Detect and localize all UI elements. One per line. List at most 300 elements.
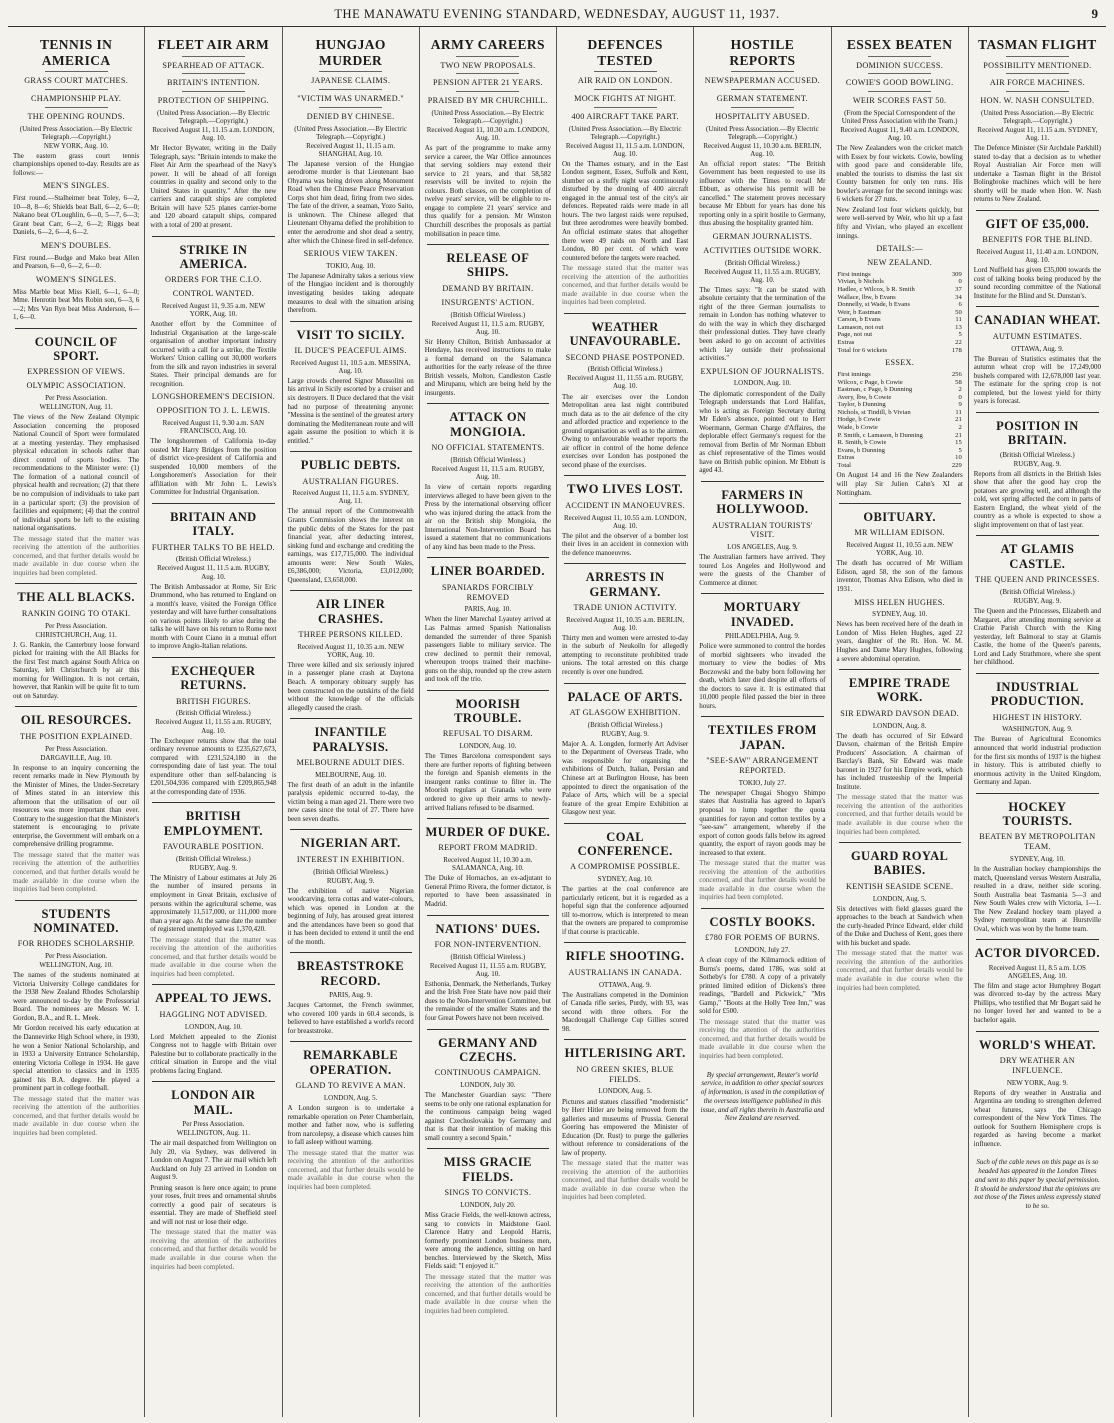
scorecard-row (837, 447, 963, 455)
article-body: Major A. A. Longden, formerly Art Adviser to the Department of Overseas Trade, who was responsible for organising the exhibitions of Dutch, Italian, Persian and Chinese art at Burlington House, has been appointed to direct the organisation of the Palace of Arts, which will be a special feature of the great Empire Exhibition at Glasgow next year. (562, 739, 689, 817)
times-notice: Such of the cable news on this page as is so headed has appeared in the London Times and sent to this paper by special permission. It should be understood that the opinions are not those of the Times unless expressly stated to be so. (974, 1158, 1101, 1211)
article-body: Mr Hector Bywater, writing in the Daily Telegraph, says: "Britain intends to make the Fleet Air Arm the spearhead of the Navy's power. It will be ahead of all foreign countries in quality and second only to the United States in quantity." After the new carriers and catapult ships are completed Britain will have 525 planes carrier-borne and 120 aboard catapult ships, compared with a total of 200 at present. (150, 144, 277, 230)
article-body: Miss Gracie Fields, the well-known actress, sang to convicts in Maidstone Gaol. Clarence Hatry and Leopold Harris, formerly prominent London business men, were among the audience, sitting on hard benches. Interviewed by the Sketch, Miss Fields said: "I enjoyed it." (424, 1211, 551, 1271)
batsman-runs: 9 (958, 401, 962, 409)
article-dateline: Received August 11, 11.5 a.m. SYDNEY, Aug. 11. (292, 489, 409, 506)
masthead (0, 0, 1114, 26)
batsman-name: R. Smith, b Cowie (837, 439, 887, 447)
article-headline: OIL RESOURCES. (20, 713, 132, 728)
article-body: The pilot and the observer of a bomber lost their lives in an accident in connexion with the defence manoeuvres. (562, 531, 689, 557)
article-subheading: FAVOURABLE POSITION. (162, 842, 264, 852)
article-dateline: Received August 11, 10.55 a.m. LONDON, Aug. 10. (564, 513, 687, 530)
article-subheading: THE QUEEN AND PRINCESSES. (975, 575, 1100, 585)
article-subheading: SINGS TO CONVICTS. (444, 1188, 532, 1198)
article-dateline: SYDNEY, Aug. 10. (1009, 855, 1065, 864)
article-subheading: TWO NEW PROPOSALS. (440, 60, 536, 70)
article-body: Police were summoned to control the hordes of morbid sightseers who invaded the mortuary to view the bodies of Mrs Boczowski and the baby born following her death, which later died despite all efforts of the doctors to save it. It is estimated that 10,000 people filed passed the bier in three hours. (699, 642, 826, 710)
article-dateline: LONDON, Aug. 5. (872, 894, 927, 903)
article-dateline: Received August 11, 10.5 a.m. MESSINA, Aug. 10. (290, 358, 411, 375)
article-body: Lord Melchett appealed to the Zionist Congress not to haggle with Britain over Palestine but to collaborate practically in the critical situation in Europe and the vital problems facing England. (150, 1032, 277, 1075)
article-subheading: FOR NON-INTERVENTION. (434, 939, 542, 949)
scorecard-row (837, 294, 963, 302)
article-headline: NIGERIAN ART. (300, 836, 401, 851)
article-body: Jacques Cartonnet, the French swimmer, who covered 100 yards in 60.4 seconds, is believed to have established a world's record for breaststroke. (287, 1001, 414, 1035)
scorecard-row (837, 324, 963, 332)
article-subheading: PROTECTION OF SHIPPING. (157, 96, 270, 106)
article-body: The views of the New Zealand Olympic Association concerning the proposed National Council of Sport were formulated at a meeting yesterday. They emphasised physical education in schools rather than direct control of sports bodies. The recommendations to the Minister were: (1) The formation of a national council of physical health and recreation; (2) that there be no compulsion of individuals to take part in a particular sport; (3) the provision of facilities and equipment; (4) that the control of individual sports be left to the existing national organisations. (13, 413, 140, 533)
article-credit: (British Official Wireless.) (587, 365, 663, 374)
article-subheading: SPEARHEAD OF ATTACK. (162, 60, 265, 70)
article-dateline: SYDNEY, Aug. 10. (872, 610, 928, 619)
article-headline: STRIKE IN AMERICA. (179, 242, 248, 271)
batsman-runs: 2 (958, 386, 962, 394)
article-dateline: Received August 11, 11.5 a.m. RUGBY, Aug. 10. (157, 564, 270, 581)
scorecard-row (837, 409, 963, 417)
article-body: The Defence Minister (Sir Archdale Parkhill) stated to-day that a decision as to whether Royal Australian Air Force men will undertake a Tasman flight in the Bristol Bolingbroke machines which will be here shortly will be made when Hon. W. Nash returns to New Zealand. (973, 144, 1101, 204)
article-headline: TENNIS IN AMERICA (40, 37, 113, 68)
article-subheading: BEATEN BY METROPOLITAN TEAM. (979, 832, 1096, 852)
article-headline: MISS GRACIE FIELDS. (443, 1155, 532, 1184)
article-headline: LONDON AIR MAIL. (171, 1088, 256, 1117)
article-subheading: WEIR SCORES FAST 50. (852, 96, 947, 106)
article-credit: (United Press Association.—By Electric Telegraph.—Copyright.) (156, 109, 270, 126)
article-subheading: REPORT FROM MADRID. (438, 843, 538, 853)
article-dateline: Received August 11, 11.55 a.m. RUGBY, Aug. 10. (567, 374, 684, 391)
article-body: The names of the students nominated at Victoria University College candidates for the 1938 New Zealand Rhodes Scholarship were announced to-day by the Professorial Board. The nominees are Messrs W. I. Gordon, B.A., and R. L. Meek. (13, 971, 140, 1022)
scorecard-essex (837, 371, 963, 470)
article-subheading: CONTINUOUS CAMPAIGN. (434, 1068, 541, 1078)
article-body: The Japanese Admiralty takes a serious view of the Hungjao incident and is thoroughly investigating besides taking adequate measures to deal with the situation arising therefrom. (287, 271, 414, 315)
batsman-runs: 21 (955, 431, 962, 439)
article-dateline: Received August 11, 9.35 a.m. NEW YORK, Aug. 10. (161, 301, 266, 319)
article-headline: ARRESTS IN GERMANY. (585, 570, 665, 599)
article-credit: (British Official Wireless.) (176, 854, 251, 863)
scorecard-nz (837, 271, 963, 354)
article-body: The air exercises over the London Metropolitan area last night contributed much data as to the air defence of the city and afforded practice and experience to the ground organisation as well as to the airmen. Owing to unfavourable weather reports the air officer in control of the home defence exercises over London has postponed the second phase of the exercises. (562, 392, 689, 469)
article-dateline: RUGBY, Aug. 9. (189, 863, 238, 872)
article-headline: FLEET AIR ARM (157, 37, 270, 52)
article-headline: RELEASE OF SHIPS. (446, 251, 530, 280)
article-dateline: Received August 11, 11.15 a.m. SYDNEY, Aug. 11. (977, 126, 1098, 143)
article-body: The Ministry of Labour estimates at July 26 the number of insured persons in employment in Great Britain, exclusive of persons within the agricultural scheme, was approximately 11,517,000, or 111,000 more than a year ago. At the same date the number of registered unemployed was 1,370,420. (150, 873, 277, 934)
article-subheading: "SEE-SAW" ARRANGEMENT REPORTED. (706, 756, 819, 776)
batsman-runs: 11 (955, 316, 962, 324)
article-subheading: MEN'S DOUBLES. (40, 240, 112, 250)
batsman-runs: 15 (955, 439, 962, 447)
article-dateline: WELLINGTON, Aug. 10. (39, 961, 113, 970)
article-dateline: OTTAWA, Aug. 9. (1011, 344, 1064, 353)
batsman-runs: 58 (955, 378, 962, 386)
article-headline: NATIONS' DUES. (435, 921, 541, 936)
article-headline: BRITAIN AND ITALY. (170, 509, 257, 539)
batsman-name: Wallace, lbw, b Evans (837, 293, 896, 301)
article-dateline: PHILADELPHIA, Aug. 9. (725, 632, 800, 641)
article-dateline: Received August 11, 11.55 a.m. RUGBY, Aug. 10. (429, 961, 546, 978)
batsman-name: Total (837, 461, 851, 469)
article-body: The parties at the coal conference are particularly reticent, but it is regarded as a hopeful sign that the conference adjourned till to-morrow, which is interpreted to mean that the owners are prepared to compromise if that course is practicable. (562, 885, 689, 936)
article-dateline: TOKIO, July 27. (738, 778, 787, 787)
article-body: The diplomatic correspondent of the Daily Telegraph understands that Lord Halifax, who is acting as Foreign Secretary during Mr Eden's absence, pointed out to Herr Woermann, German Charge d'Affaires, the deplorable effect Germany's request for the removal from Berlin of Mr Norman Ebbutt as chief representative of the Times would have on British public opinion. Mr Ebbutt is aged 43. (699, 389, 826, 475)
scorecard-row (837, 454, 963, 462)
article-subheading: AIR RAID ON LONDON. (577, 76, 673, 86)
article-dateline: LOS ANGELES, Aug. 9. (727, 543, 798, 552)
article-body: The Exchequer returns show that the total ordinary revenue amounts to £235,627,673, compared with £231,524,180 in the corresponding date of last year. The total expenditure other than self-balancing is £201,504,936 compared with £209,865,948 at the corresponding date of 1936. (150, 736, 277, 796)
column-8 (969, 27, 1106, 1417)
article-headline: ATTACK ON MONGIOIA. (449, 410, 527, 439)
article-headline: ESSEX BEATEN (846, 37, 953, 52)
article-credit: Per Press Association. (45, 744, 108, 753)
article-headline: POSITION IN BRITAIN. (996, 418, 1079, 448)
scorecard-row (837, 316, 963, 324)
article-headline: MOORISH TROUBLE. (454, 696, 522, 726)
scorecard-row (837, 339, 963, 347)
article-body: Large crowds cheered Signor Mussolini on his arrival in Sicily escorted by a cruiser and six destroyers. Il Duce declared that the visit had no purpose of threatening anyone: "Messina is the sentinel of the greatest artery dominating the Mediterranean route and will again assume the position to which it is entitled." (287, 376, 414, 445)
article-subheading: £780 FOR POEMS OF BURNS. (704, 933, 820, 943)
article-credit: (British Official Wireless.) (313, 867, 388, 876)
article-subheading: WOMEN'S SINGLES. (35, 274, 117, 284)
article-headline: COSTLY BOOKS. (709, 914, 816, 929)
article-headline: STUDENTS NOMINATED. (33, 906, 119, 935)
article-body: A London surgeon is to undertake a remarkable operation on Peter Chamberlain, mother and father now, who is suffering from narcolepsy, a disease which causes him to fall asleep without warning. (287, 1104, 414, 1147)
scorecard-row (837, 271, 963, 279)
article-headline: PUBLIC DEBTS. (300, 458, 401, 473)
article-subheading: RANKIN GOING TO OTAKI. (21, 608, 131, 618)
article-body: The Queen and the Princesses, Elizabeth and Margaret, after attending morning service at Crathie Parish Church with the King yesterday, left Balmoral to stay at Glamis Castle, the home of the Queen's parents, Lord and Lady Strathmore, where she spent her childhood. (973, 607, 1101, 667)
article-subheading: EXPRESSION OF VIEWS. (27, 367, 126, 377)
article-body: The message stated that the matter was receiving the attention of the authorities concerned, and that further details would be made available in due course when the inquiries had been completed. (699, 1017, 826, 1060)
article-dateline: LONDON, Aug. 5. (598, 1087, 652, 1096)
batsman-name: Donnelly, st Wade, b Evans (837, 301, 911, 309)
article-body: J. G. Rankin, the Canterbury loose forward picked for training with the All Blacks for the first Test match against South Africa on Saturday, left Christchurch by air this morning for Wellington. It is not certain, however, that Rankin will be quite fit to turn out on Saturday. (13, 640, 140, 700)
batsman-runs: 10 (955, 454, 962, 462)
article-headline: THE ALL BLACKS. (17, 590, 135, 605)
article-dateline: Received August 11, 9.30 a.m. SAN FRANCISCO, Aug. 10. (162, 419, 265, 436)
scorecard-row (837, 432, 963, 440)
batsman-name: Carson, b Evans (837, 316, 881, 324)
article-subheading: NO OFFICIAL STATEMENTS. (431, 443, 545, 453)
article-dateline: DARGAVILLE, Aug. 10. (40, 753, 112, 762)
batsman-runs: 178 (951, 346, 962, 354)
batsman-runs: 34 (955, 293, 962, 301)
article-dateline: Received August 11, 10.35 a.m. NEW YORK, Aug. 10. (297, 642, 405, 659)
article-body: News has been received here of the death in London of Miss Helen Hughes, aged 22 years, daughter of the Rt. Hon. W. M. Hughes and Dame Mary Hughes, following a severe abdominal operation. (836, 620, 963, 663)
article-subheading: OLYMPIC ASSOCIATION. (26, 381, 126, 391)
newspaper-page (8, 26, 1106, 1416)
article-body: The message stated that the matter was receiving the attention of the authorities concerned, and that further details would be made available in due course when the inquiries had been completed. (13, 1094, 140, 1137)
batsman-runs: 229 (951, 461, 962, 469)
article-dateline: Received August 11, 11.15 a.m. SHANGHAI, Aug. 10. (306, 141, 396, 158)
article-body: The message stated that the matter was receiving the attention of the authorities concerned, and that further details would be made available in due course when the inquiries had been completed. (699, 859, 826, 902)
article-credit: (British Official Wireless.) (1000, 450, 1075, 459)
scorecard-row (837, 301, 963, 309)
article-dateline: Received August 11, 11.15 a.m. LONDON, Aug. 10. (152, 126, 275, 143)
article-dateline: LONDON, July 20. (460, 1200, 516, 1209)
article-headline: LINER BOARDED. (430, 564, 545, 579)
article-credit: (British Official Wireless.) (1000, 588, 1075, 596)
article-subheading: FURTHER TALKS TO BE HELD. (151, 542, 275, 552)
article-body: The message stated that the matter was receiving the attention of the authorities concerned, and that further details would be made available in due course when the inquiries had been completed. (287, 1148, 414, 1191)
article-dateline: RUGBY, Aug. 9. (326, 876, 375, 885)
article-body: The message stated that the matter was receiving the attention of the authorities concerned, and that further details would be made available in due course when the inquiries had been completed. (13, 850, 140, 894)
batsman-runs: 37 (955, 285, 962, 293)
article-headline: AIR LINER CRASHES. (316, 597, 386, 626)
batsman-runs: 6 (958, 301, 962, 309)
article-credit: (United Press Association.—By Electric Telegraph.—Copyright.) (431, 109, 545, 126)
article-body: Reports from all districts in the British Isles show that after the good hay crop the potatoes are growing well, and although the cold, wet spring affected the corn in parts of Eastern England, the wheat yield of the country as a whole is expected to show a slight improvement on that of last year. (973, 469, 1101, 529)
article-headline: WORLD'S WHEAT. (979, 1037, 1096, 1052)
article-body: In view of certain reports regarding interviews alleged to have been given to the Press by the international observing officer who was injured during the attack from the air on the British ship Mongioia, the International Non-Intervention Board has issued a statement that no communications of any kind has been made to the Press. (424, 483, 551, 551)
article-dateline: LONDON, Aug. 5. (323, 1093, 378, 1102)
article-credit: (British Official Wireless.) (450, 952, 526, 961)
article-headline: GERMANY AND CZECHS. (438, 1035, 538, 1064)
article-dateline: LONDON, Aug. 10. (733, 379, 791, 388)
article-subheading: HIGHEST IN HISTORY. (992, 712, 1082, 722)
article-body: The British Ambassador at Rome, Sir Eric Drummond, who has returned to England on a month's leave, visited the Foreign Office yesterday and will have further consultations on various points likely to arise during the talks he will have on his return to Rome next month with Count Ciano in a mutual effort to improve Anglo-Italian relations. (150, 582, 277, 651)
batsman-name: Page, not out (837, 331, 873, 339)
article-subheading: DRY WEATHER AN INFLUENCE. (999, 1055, 1075, 1075)
article-headline: RIFLE SHOOTING. (565, 949, 685, 964)
article-body: Pictures and statues classified "modernistic" by Herr Hitler are being removed from the galleries and museums of Prussia. General Goering has empowered the Minister of Education (Dr. Rust) to purge the galleries without reference to considerations of the law of property. (562, 1097, 689, 1157)
article-subheading: ESSEX. (885, 358, 915, 368)
article-subheading: AUSTRALIAN TOURISTS' VISIT. (712, 520, 813, 540)
article-subheading: THE POSITION EXPLAINED. (20, 731, 133, 741)
article-subheading: GERMAN STATEMENT. (716, 93, 808, 103)
article-headline: BRITISH EMPLOYMENT. (163, 809, 263, 838)
batsman-runs: 0 (958, 278, 962, 286)
article-headline: TASMAN FLIGHT (978, 37, 1097, 52)
article-dateline: LONDON, Aug. 10. (459, 742, 517, 751)
article-body: An official report states: "The British Government has been requested to use its influence with the Times to recall Mr Ebbutt, as otherwise his permit will be cancelled." The statement proves necessary because Mr Ebbutt for years has done his reporting only in a spirit hostile to Germany, thus abusing the hospitality granted him. (699, 159, 826, 228)
article-credit: (British Official Wireless.) (450, 455, 526, 464)
batsman-name: Lamason, not out (837, 323, 884, 331)
article-dateline: Received August 11, 10.30 a.m. BERLIN, Aug. 10. (703, 141, 822, 158)
article-body: The Times Barcelona correspondent says there are further reports of fighting between the foreign and Spanish elements in the insurgent ranks continue to filter in. The Moorish regulars at Granada who were ordered to give up their arms to newly-arrived Italians refused to be disarmed. (424, 752, 551, 812)
article-subheading: JAPANESE CLAIMS. (311, 76, 391, 86)
article-subheading: HAGGLING NOT ADVISED. (159, 1009, 268, 1019)
article-dateline: MELBOURNE, Aug. 10. (315, 770, 387, 779)
article-subheading: INSURGENTS' ACTION. (441, 297, 535, 307)
article-body: The Bureau of Agricultural Economics announced that world industrial production for the first six months of 1937 is the highest in history. This is attributed chiefly to enormous activity in the United Kingdom, Germany and Japan. (973, 735, 1101, 787)
article-subheading: NEWSPAPERMAN ACCUSED. (704, 76, 820, 86)
article-headline: REMARKABLE OPERATION. (303, 1048, 399, 1077)
article-body: The Times says: "It can be stated with absolute certainty that the termination of the right of the three German journalists to remain in London has nothing whatever to do with the way in which they discharged their professional duties. They have clearly been asked to go on account of activities which lay outside their professional activities." (699, 285, 826, 363)
article-headline: COUNCIL OF SPORT. (34, 334, 118, 364)
column-7 (832, 27, 969, 1417)
batsman-runs: 21 (955, 416, 962, 424)
scorecard-row (837, 416, 963, 424)
article-body: The film and stage actor Humphrey Bogart was divorced to-day by the actress Mary Phillips, who testified that Mr Bogart said he no longer loved her and wanted to be a bachelor again. (973, 981, 1101, 1024)
article-body: Lord Nuffield has given £35,000 towards the cost of talking books being produced by the sound recording committee of the National Institute for the Blind and St. Dunstan's. (973, 266, 1101, 300)
article-subheading: KENTISH SEASIDE SCENE. (845, 881, 954, 891)
article-subheading: CHAMPIONSHIP PLAY. (31, 93, 122, 103)
article-credit: (United Press Association.—By Electric Telegraph.—Copyright.) (294, 124, 407, 141)
page-number: 9 (1091, 6, 1098, 21)
article-dateline: RUGBY, Aug. 9. (1013, 597, 1062, 606)
batsman-name: P. Smith, c Lamason, b Dunning (837, 431, 923, 439)
article-subheading: ORDERS FOR THE C.I.O. (165, 275, 262, 285)
article-dateline: Received August 11, 8.5 a.m. LOS ANGELES, Aug. 10. (988, 963, 1086, 980)
article-headline: ACTOR DIVORCED. (974, 946, 1100, 961)
article-dateline: Received August 11, 11.5 a.m. LONDON, Aug. 10. (565, 141, 685, 158)
article-subheading: DENIED BY CHINESE. (306, 111, 395, 121)
article-subheading: AT GLASGOW EXHIBITION. (569, 707, 681, 717)
article-dateline: PARIS, Aug. 9. (329, 991, 373, 1000)
batsman-name: Total for 6 wickets (837, 346, 888, 354)
article-dateline: NEW YORK, Aug. 10. (43, 141, 109, 150)
scorecard-row (837, 286, 963, 294)
article-dateline: Received August 11, 11.55 a.m. RUGBY, Aug. 10. (704, 267, 821, 284)
article-body: In response to an inquiry concerning the recent remarks made in New Plymouth by the Minister of Mines, the Under-Secretary of Mines stated in an interview this afternoon that the utilisation of our oil resources was more important than ever. Contrary to the suggestion that the Minister's statement is encouraging to private enterprise, the Government will embark on a comprehensive drilling programme. (13, 763, 140, 849)
batsman-runs: 50 (955, 308, 962, 316)
batsman-runs: 13 (955, 323, 962, 331)
article-headline: MURDER OF DUKE. (425, 825, 551, 840)
article-body: The message stated that the matter was receiving the attention of the authorities concerned, and that further details would be made available in due course when the inquiries had been completed. (562, 1159, 689, 1202)
article-subheading: THREE PERSONS KILLED. (298, 630, 403, 640)
article-headline: INFANTILE PARALYSIS. (312, 725, 389, 754)
article-body: The Australian farmers have arrived. They toured Los Angeles and Hollywood and were the guests of the Chamber of Commerce at dinner. (699, 553, 826, 587)
article-dateline: SYDNEY, Aug. 10. (597, 875, 653, 884)
article-credit: (British Official Wireless.) (176, 709, 251, 718)
article-subheading: BENEFITS FOR THE BLIND. (982, 235, 1093, 245)
article-body: Sir Henry Chilton, British Ambassador at Hendaye, has received instructions to make a formal demand on the Salamanca authorities for the early release of the three British vessels, Molton, Candleston Castle and Mirupanu, which are being held by the insurgents. (424, 337, 551, 397)
batsman-name: Nichols, st Tindill, b Vivian (837, 408, 911, 416)
article-headline: HUNGJAO MURDER (315, 37, 386, 68)
article-body: The air mail despatched from Wellington on July 20, via Sydney, was delivered in London on August 7. The air mail which left Auckland on July 23 arrived in London on August 9. (150, 1139, 277, 1182)
article-dateline: Received August 11, 10.55 a.m. NEW YORK, Aug. 10. (846, 541, 954, 558)
article-subheading: A COMPROMISE POSSIBLE. (570, 862, 681, 872)
article-subheading: 400 AIRCRAFT TAKE PART. (571, 111, 679, 121)
article-body: The message stated that the matter was receiving the attention of the authorities concerned, and that further details would be made available in due course when the inquiries had been completed. (424, 1272, 551, 1315)
scorecard-row (837, 278, 963, 286)
article-subheading: AUTUMN ESTIMATES. (992, 331, 1082, 341)
article-dateline: Received August 11, 10.30 a.m. SALAMANCA, Aug. 10. (443, 856, 533, 873)
batsman-name: Extras (837, 454, 855, 462)
article-body: First round.—Budge and Mako beat Allen and Pearson, 6—0, 6—2, 6—0. (13, 253, 140, 271)
article-subheading: MISS HELEN HUGHES. (854, 597, 945, 607)
article-subheading: AUSTRALIAN FIGURES. (302, 476, 399, 486)
article-subheading: DOMINION SUCCESS. (856, 60, 944, 70)
article-body: The annual report of the Commonwealth Grants Commission shows the interest on the public debts of the States for the past financial year, after deducting interest, sinking fund and exchange and crediting the earnings, was £17,715,000. The individual amounts were: New South Wales, £6,386,000; Victoria, £3,012,000; Queensland, £3,658,000. (287, 507, 414, 584)
article-body: When the liner Marechal Lyautey arrived at Las Palmas armed Spanish Nationalists demanded the surrender of three Spanish passengers liable to military service. The crew declined to permit their removal, whereupon troops trained their machine-guns on the ship, rounded up the crew astern and took off the trio. (424, 615, 551, 684)
article-headline: ARMY CAREERS (430, 37, 545, 52)
column-6 (694, 27, 831, 1417)
article-dateline: WELLINGTON, Aug. 11. (176, 1129, 251, 1138)
article-subheading: ACCIDENT IN MANOEUVRES. (565, 500, 686, 510)
article-body: The message stated that the matter was receiving the attention of the authorities concerned, and that further details would be made available in due course when the inquiries had been completed. (836, 949, 963, 992)
article-headline: AT GLAMIS CASTLE. (1000, 542, 1075, 571)
batsman-name: Evans, b Dunning (837, 446, 885, 454)
batsman-runs: 2 (958, 424, 962, 432)
article-body: The death has occurred of Mr William Edison, aged 58, the son of the famous inventor, Thomas Alva Edison, who died in 1931. (836, 559, 963, 593)
article-body: Three were killed and six seriously injured in a passenger plane crash at Daytona Beach. A temporary obituary supply has been constructed on the outskirts of the field without the knowledge of the officials allegedly caused the crash. (287, 660, 414, 712)
article-dateline: LONDON, Aug. 8. (872, 721, 927, 730)
article-subheading: "VICTIM WAS UNARMED." (297, 93, 404, 103)
article-dateline: Received August 11, 10.30 a.m. LONDON, Aug. 10. (426, 126, 549, 143)
article-body: Six detectives with field glasses guard the approaches to the beach at Sandwich when the curly-headed Prince Edward, elder child of the Duke and Duchess of Kent, goes there with his bucket and spade. (836, 904, 963, 947)
article-subheading: GRASS COURT MATCHES. (24, 76, 129, 86)
article-subheading: CONTROL WANTED. (172, 289, 255, 299)
article-body: Esthonia, Denmark, the Netherlands, Turkey and the Irish Free State have now paid their dues to the Non-Intervention Committee, but the remainder of the smaller States and the four Great Powers have not been received. (424, 979, 551, 1022)
article-subheading: GLAND TO REVIVE A MAN. (295, 1081, 406, 1091)
article-subheading: DEMAND BY BRITAIN. (442, 283, 534, 293)
column-3 (283, 27, 420, 1417)
article-credit: (From the Special Correspondent of the United Press Association with the Team.) (841, 109, 958, 126)
article-dateline: Received August 11, 9.40 a.m. LONDON, Aug. 10. (840, 126, 959, 143)
article-body: The Manchester Guardian says: "There seems to be only one rational explanation for the continuous campaign being waged against Czechoslovakia by Germany and that is that their intention of making this small country a second Spain." (424, 1091, 551, 1142)
article-subheading: ACTIVITIES OUTSIDE WORK. (703, 245, 822, 255)
article-subheading: GERMAN JOURNALISTS. (712, 232, 813, 241)
article-body: The longshoremen of California to-day ousted Mr Harry Bridges from the position of district vice-president of California and suspended 10,000 members of the Longshoremen's Association for their affiliation with Mr John L. Lewis's Committee for Industrial Organisation. (150, 437, 277, 497)
article-dateline: OTTAWA, Aug. 9. (598, 980, 652, 989)
article-headline: MORTUARY INVADED. (723, 600, 802, 629)
article-body: A clean copy of the Kilmarnock edition of Burns's poems, dated 1786, was sold at Sotheby's for £780. A copy of a privately printed limited edition of Dickens's three readings, "Bardell and Pickwick," "Mrs Gamp," "Boots at the Holly Tree Inn," was sold for £500. (699, 956, 826, 1016)
article-subheading: COWIE'S GOOD BOWLING. (845, 78, 954, 88)
article-headline: COAL CONFERENCE. (577, 829, 673, 859)
article-headline: WEATHER UNFAVOURABLE. (569, 319, 681, 349)
article-body: The message stated that the matter was receiving the attention of the authorities concerned, and that further details would be made available in due course when the inquiries had been completed. (836, 793, 963, 836)
scorecard-row (837, 331, 963, 339)
article-subheading: OPPOSITION TO J. L. LEWIS. (156, 406, 271, 416)
article-credit: (British Official Wireless.) (587, 720, 663, 729)
article-headline: EMPIRE TRADE WORK. (848, 676, 951, 705)
article-credit: Per Press Association. (45, 621, 108, 630)
batsman-name: Wade, b Cowie (837, 424, 878, 432)
article-dateline: Received August 11, 11.55 a.m. RUGBY, Aug. 10. (155, 718, 272, 735)
article-dateline: RUGBY, Aug. 9. (601, 729, 649, 738)
article-body: The message stated that the matter was receiving the attention of the authorities concerned, and that further details would be made available in due course when the inquiries had been completed. (150, 935, 277, 978)
article-credit: Per Press Association. (45, 952, 108, 961)
article-headline: TWO LIVES LOST. (567, 482, 684, 497)
article-subheading: AUSTRALIANS IN CANADA. (568, 967, 682, 977)
article-dateline: TOKIO, Aug. 10. (326, 261, 376, 270)
article-body: The New Zealanders won the cricket match with Essex by four wickets. Cowie, bowling with good pace and considerable life, enabled the tourists to dismiss the last six County batsmen for only ten runs. His bowler's average for the second innings was: 6 wickets for 27 runs. (836, 144, 963, 204)
batsman-name: Avery, lbw, b Cowie (837, 393, 892, 401)
article-body: Miss Marble beat Miss Kiell, 6—1, 6—0; Mme. Henrotin beat Mrs Robin son, 6—3, 6—2; Mrs Van Ryn beat Miss Anderson, 6—1, 6—0. (13, 287, 140, 322)
batsman-name: First innings (837, 270, 871, 278)
column-1 (8, 27, 145, 1417)
article-subheading: BRITISH FIGURES. (175, 696, 251, 706)
article-dateline: Received August 11, 11.5 a.m. RUGBY, Aug. 10. (431, 319, 545, 336)
article-dateline: Received August 11, 10.35 a.m. BERLIN, Aug. 10. (566, 615, 685, 632)
article-headline: EXCHEQUER RETURNS. (171, 663, 256, 693)
article-dateline: RUGBY, Aug. 9. (1013, 459, 1062, 468)
article-body: On August 14 and 16 the New Zealanders will play Sir Julien Cahn's XI at Nottingham. (836, 471, 963, 497)
article-body: Mr Gordon received his early education at the Dannevirke High School where, in 1930, he won a Senior National Scholarship, and in 1933 a University Entrance Scholarship, entering Victoria College in 1934. He gave special attention to classics and in 1935 gained his B.A. degree. He played a prominent part in college football. (13, 1024, 140, 1093)
masthead-title: THE MANAWATU EVENING STANDARD, WEDNESDAY, AUGUST 11, 1937. (334, 7, 780, 21)
batsman-name: Vivian, b Nichols (837, 278, 884, 286)
article-credit: (British Official Wireless.) (176, 555, 251, 564)
article-body: The death has occurred of Sir Edward Davson, chairman of the British Empire Producers' Association. A chairman of Barclay's Bank, Sir Edward was made baronet in 1927 for his Empire work, which has included trusteeship of the Imperial Institute. (836, 731, 963, 791)
article-body: Reports of dry weather in Australia and Argentina are tending to strengthen deferred wheat futures, says the Chicago correspondent of the New York Times. The outlook for Southern Hemisphere crops is regarded as having become a market influence. (973, 1088, 1101, 1148)
batsman-name: Weir, b Eastman (837, 308, 881, 316)
article-subheading: HON. W. NASH CONSULTED. (980, 96, 1095, 106)
article-subheading: MELBOURNE ADULT DIES. (296, 757, 405, 767)
article-body: The exhibition of native Nigerian woodcarving, terra cottas and water-colours, which was opened in London at the beginning of July, has aroused great interest and the attendances have been so good that it has been decided to extend it until the end of the month. (287, 886, 414, 946)
article-headline: GUARD ROYAL BABIES. (850, 849, 949, 878)
batsman-runs: 256 (951, 370, 962, 378)
article-subheading: PENSION AFTER 21 YEARS. (432, 78, 543, 88)
article-dateline: LONDON, July 30. (460, 1081, 516, 1090)
article-headline: INDUSTRIAL PRODUCTION. (990, 679, 1084, 709)
article-dateline: NEW YORK, Aug. 9. (1006, 1078, 1068, 1087)
article-subheading: PRAISED BY MR CHURCHILL. (427, 96, 548, 106)
article-headline: HOCKEY TOURISTS. (1002, 799, 1073, 829)
scorecard-row (837, 379, 963, 387)
article-body: The first death of an adult in the infantile paralysis epidemic occurred to-day, the victim being a man aged 21. There were two new cases since the total of 27. There have been seven deaths. (287, 780, 414, 823)
article-subheading: MR WILLIAM EDISON. (854, 528, 945, 538)
article-subheading: NO GREEN SKIES, BLUE FIELDS. (576, 1064, 674, 1084)
article-credit: (United Press Association.—By Electric Telegraph.—Copyright.) (19, 124, 133, 141)
